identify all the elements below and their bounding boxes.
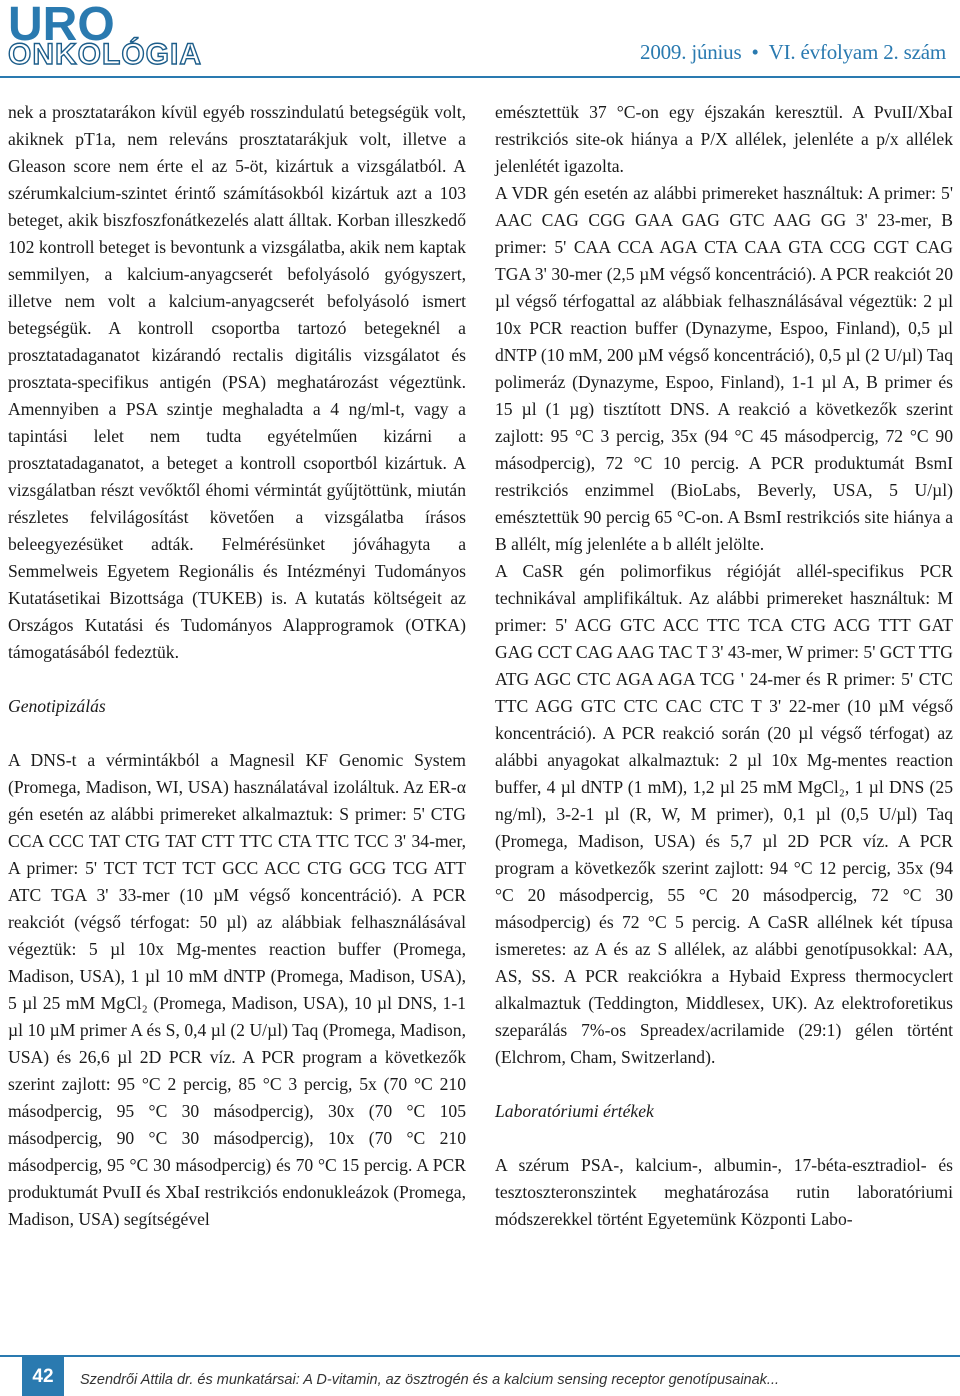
separator-bullet: •	[751, 40, 759, 64]
logo-text-bottom: ONKOLÓGIA	[8, 38, 202, 71]
footer-rule	[0, 1355, 960, 1357]
logo-text-top: URO	[8, 0, 115, 51]
page-number: 42	[22, 1357, 64, 1396]
section-heading-lab-values: Laboratóriumi értékek	[495, 1101, 654, 1121]
journal-logo	[6, 0, 268, 72]
right-paragraph-2: A VDR gén esetén az alábbi primereket használtuk: A primer: 5' AAC CAG CGG GAA GAG GTC AAG GG 3' 23-mer, B primer: 5' CAA CCA AGA CTA CAA GTA CCG CGT CAG TGA 3' 30-mer (2,5 µM végső koncentráció). A PCR reakciót 20 µl végső térfogattal az alábbiak felhasználásával végeztük: 2 µl 10x PCR reaction buffer (Dynazyme, Espoo, Finland), 0,5 µl dNTP (10 mM, 200 µM végső koncentráció), 0,5 µl (2 U/µl) Taq polimeráz (Dynazyme, Espoo, Finland), 1-1 µl A, B primer és 15 µl (1 µg) tisztított DNS. A reakció a következők szerint zajlott: 95 °C 3 percig, 35x (94 °C 45 másodpercig, 72 °C 90 másodpercig), 72 °C 10 percig. A PCR produktumát BsmI restrikciós enzimmel (BioLabs, Beverly, USA, 5 U/µl) emésztettük 90 percig 65 °C-on. A BsmI restrikciós site hiánya a B allélt, míg jelenléte a b allélt jelölte.	[495, 183, 953, 554]
header-rule	[0, 76, 960, 78]
left-column	[8, 99, 466, 1233]
left-paragraph-2: A DNS-t a vérmintákból a Magnesil KF Genomic System (Promega, Madison, WI, USA) használatával izoláltuk. Az ER-α gén esetén az alábbi primereket alkalmaztuk: S primer: 5' CTG CCA CCC TAT CTG TAT CTT TTC CTA TTC TCC 3' 34-mer, A primer: 5' TCT TCT TCT GCC ACC CTG GCG TCG ATT ATC TGA 3' 33-mer (10 µM végső koncentráció). A PCR reakciót (végső térfogat: 50 µl) az alábbiak felhasználásával végeztük: 5 µl 10x Mg-mentes reaction buffer (Promega, Madison, USA), 1 µl 10 mM dNTP (Promega, Madison, USA), 5 µl 25 mM MgCl₂ (Promega, Madison, USA), 10 µl DNS, 1-1 µl 10 µM primer A és S, 0,4 µl (2 U/µl) Taq (Promega, Madison, USA) és 26,6 µl 2D PCR víz. A PCR program a következők szerint zajlott: 95 °C 2 percig, 85 °C 3 percig, 5x (70 °C 210 másodpercig, 95 °C 30 másodpercig), 30x (70 °C 105 másodpercig, 90 °C 30 másodpercig), 10x (70 °C 210 másodpercig, 95 °C 30 másodpercig) és 70 °C 15 percig. A PCR produktumát PvuII és XbaI restrikciós endonukleázok (Promega, Madison, USA) segítségével	[8, 750, 466, 1229]
footer-citation: Szendrői Attila dr. és munkatársai: A D-vitamin, az ösztrogén és a kalcium sensing receptor genotípusainak...	[80, 1372, 780, 1388]
right-paragraph-4: A szérum PSA-, kalcium-, albumin-, 17-béta-esztradiol- és tesztoszteronszintek meghatározása rutin laboratóriumi módszerekkel történt Egyetemünk Központi Labo-	[495, 1155, 953, 1229]
left-paragraph-1: nek a prosztatarákon kívül egyéb rosszindulatú betegségük volt, akiknek pT1a, nem releváns prosztatarákjuk volt, illetve a Gleason score nem érte el az 5-öt, kizártuk a vizsgálatból. A szérumkalcium-szintet érintő számításokból kizártuk azt a 103 beteget, akik biszfoszfonátkezelés alatt álltak. Korban illeszkedő 102 kontroll beteget is bevontunk a vizsgálatba, akik nem kaptak semmilyen, a kalcium-anyagcserét befolyásoló gyógyszert, illetve nem volt a kalcium-anyagcserét befolyásoló ismert betegségük. A kontroll csoportba tartozó betegeknél a prosztatadaganatot kizárandó rectalis digitális vizsgálatot és prosztata-specifikus antigén (PSA) meghatározást végeztünk. Amennyiben a PSA szintje meghaladta a 4 ng/ml-t, vagy a tapintási lelet nem tudta egyételműen kizárni a prosztatadaganatot, a beteget a kontroll csoportból kizártuk. A vizsgálatban részt vevőktől éhomi vérmintát gyűjtöttünk, miután részletes felvilágosítást követően a vizsgálatba írásos beleegyezésüket adták. Felmérésünket jóváhagyta a Semmelweis Egyetem Regionális és Intézményi Tudományos Kutatásetikai Bizottsága (TUKEB) is. A kutatás költségeit az Országos Kutatási és Tudományos Alapprogramok (OTKA) támogatásából fedeztük.	[8, 102, 466, 662]
right-paragraph-3: A CaSR gén polimorfikus régióját allél-specifikus PCR technikával amplifikáltuk. Az alábbi primereket használtuk: M primer: 5' ACG GTC ACC TTC TCA CTG ACG TTT GAT GAG CCT CAG AAG TAC T 3' 43-mer, W primer: 5' GCT TTG ATG AGC CTC AGA AGA TCG ' 24-mer és R primer: 5' CTC TTC AGG GTC CTC CAC CTC T 3' 22-mer (10 µM végső koncentráció). A PCR reakció során (20 µl végső térfogat) az alábbi anyagokat alkalmaztuk: 2 µl 10x Mg-mentes reaction buffer, 4 µl dNTP (1 mM), 1,2 µl 25 mM MgCl₂, 1 µl DNS (25 ng/ml), 3-2-1 µl (R, W, M primer), 0,1 µl (0,5 U/µl) Taq (Promega, Madison, USA) és 5,7 µl 2D PCR víz. A PCR program a következők szerint zajlott: 94 °C 12 percig, 35x (94 °C 20 másodpercig, 55 °C 20 másodpercig, 72 °C 30 másodpercig) és 72 °C 5 percig. A CaSR allélnek két típusa ismeretes: az A és az S allélek, az alábbi genotípusokkal: AA, AS, SS. A PCR reakciókra a Hybaid Express thermocyclert alkalmaztuk (Teddington, Middlesex, UK). Az elektroforetikus szeparálás 7%-os Spreadex/acrilamide (29:1) gélen történt (Elchrom, Cham, Switzerland).	[495, 561, 953, 1067]
right-paragraph-1: emésztettük 37 °C-on egy éjszakán keresztül. A PvuII/XbaI restrikciós site-ok hiánya a P/X allélek, jelenléte a p/x allélek jelenlétét igazolta.	[495, 102, 953, 176]
issue-volume: VI. évfolyam 2. szám	[768, 40, 946, 64]
section-heading-genotyping: Genotipizálás	[8, 696, 106, 716]
logo-graphic	[6, 0, 268, 72]
right-column	[495, 99, 953, 1233]
issue-info	[640, 40, 946, 65]
issue-date: 2009. június	[640, 40, 742, 64]
